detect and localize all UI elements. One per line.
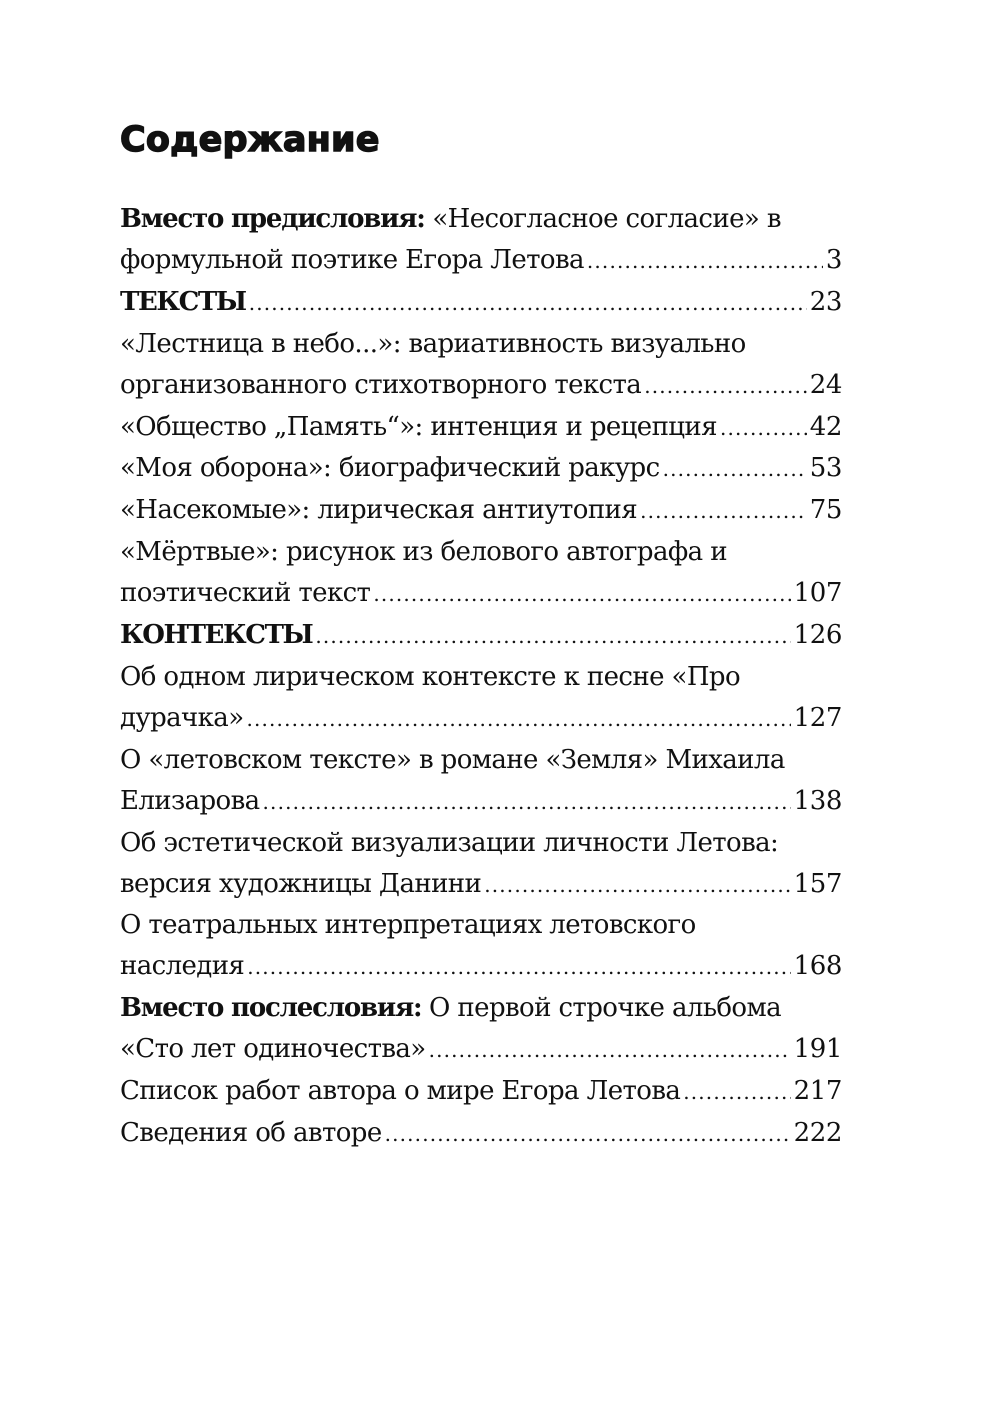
dot-leader xyxy=(385,1114,791,1155)
toc-entry[interactable] xyxy=(120,823,842,906)
toc-entry-title: «Моя оборона»: биографический ракурс xyxy=(120,453,660,484)
toc-entry-title-continued: организованного стихотворного текста xyxy=(120,369,642,400)
toc-entry-title: «Несогласное согласие» в xyxy=(432,204,781,234)
dot-leader xyxy=(247,699,791,740)
toc-page-number: 127 xyxy=(793,702,842,733)
toc-entry[interactable] xyxy=(120,407,842,449)
dot-leader xyxy=(249,283,807,324)
toc-page-number: 168 xyxy=(793,951,842,982)
toc-entry-title: О «летовском тексте» в романе «Земля» Михаила xyxy=(120,744,785,775)
toc-entry-title-continued: Елизарова xyxy=(120,785,260,816)
dot-leader xyxy=(373,574,790,615)
toc-page-number: 191 xyxy=(793,1034,842,1065)
toc-entry[interactable] xyxy=(120,740,842,823)
dot-leader xyxy=(683,1072,790,1113)
toc-page-number: 138 xyxy=(793,785,842,816)
toc-entry-title-continued: поэтический текст xyxy=(120,578,371,609)
dot-leader xyxy=(663,449,807,490)
toc-entry-title-continued: формульной поэтике Егора Летова xyxy=(120,244,584,275)
dot-leader xyxy=(429,1030,791,1071)
table-of-contents xyxy=(120,199,842,1155)
dot-leader xyxy=(263,782,791,823)
toc-section-heading: ТЕКСТЫ xyxy=(120,286,246,317)
toc-page-number: 24 xyxy=(809,369,842,400)
dot-leader xyxy=(640,491,807,532)
toc-entry-lead: Вместо предисловия: xyxy=(120,204,425,234)
toc-entry-afterword[interactable] xyxy=(120,988,842,1071)
toc-page-number: 42 xyxy=(809,411,842,442)
dot-leader xyxy=(720,408,807,449)
toc-page-number: 75 xyxy=(809,495,842,526)
toc-entry-title-continued: «Сто лет одиночества» xyxy=(120,1034,426,1065)
toc-page-number: 157 xyxy=(793,868,842,899)
toc-entry-title: О первой строчке альбома xyxy=(429,993,782,1024)
toc-entry[interactable] xyxy=(120,448,842,490)
toc-entry[interactable] xyxy=(120,532,842,615)
toc-entry-title: «Лестница в небо...»: вариативность визуально xyxy=(120,328,746,359)
toc-entry-title: «Общество „Память“»: интенция и рецепция xyxy=(120,411,717,442)
toc-entry-title-continued: дурачка» xyxy=(120,702,244,733)
toc-page-number: 222 xyxy=(793,1117,842,1148)
toc-entry-title: Об эстетической визуализации личности Летова: xyxy=(120,827,779,858)
dot-leader xyxy=(484,865,790,906)
dot-leader xyxy=(587,241,823,282)
toc-entry[interactable] xyxy=(120,324,842,407)
toc-entry[interactable] xyxy=(120,905,842,988)
toc-page-number: 217 xyxy=(793,1076,842,1107)
toc-section-texts[interactable] xyxy=(120,282,842,324)
toc-entry-lead: Вместо послесловия: xyxy=(120,993,422,1024)
toc-entry-title: Об одном лирическом контексте к песне «Про xyxy=(120,661,741,692)
toc-entry[interactable] xyxy=(120,1113,842,1155)
toc-page-number: 23 xyxy=(809,286,842,317)
toc-entry-title: «Мёртвые»: рисунок из белового автографа и xyxy=(120,537,727,568)
toc-page-number: 3 xyxy=(825,244,842,275)
toc-section-heading: КОНТЕКСТЫ xyxy=(120,620,313,651)
toc-section-contexts[interactable] xyxy=(120,615,842,657)
toc-entry[interactable] xyxy=(120,657,842,740)
toc-page-number: 53 xyxy=(809,453,842,484)
dot-leader xyxy=(247,947,790,988)
toc-entry-title: Список работ автора о мире Егора Летова xyxy=(120,1076,681,1107)
toc-entry-title: Сведения об авторе xyxy=(120,1117,382,1148)
toc-page-number: 107 xyxy=(793,578,842,609)
toc-entry-title: О театральных интерпретациях летовского xyxy=(120,910,696,941)
toc-entry[interactable] xyxy=(120,1071,842,1113)
dot-leader xyxy=(315,616,790,657)
dot-leader xyxy=(644,366,807,407)
toc-entry[interactable] xyxy=(120,490,842,532)
toc-entry-title-continued: наследия xyxy=(120,951,245,982)
page-title: Содержание xyxy=(120,120,380,160)
toc-entry-title: «Насекомые»: лирическая антиутопия xyxy=(120,495,638,526)
toc-entry-foreword[interactable] xyxy=(120,199,842,282)
toc-page-number: 126 xyxy=(793,620,842,651)
toc-entry-title-continued: версия художницы Данини xyxy=(120,868,482,899)
